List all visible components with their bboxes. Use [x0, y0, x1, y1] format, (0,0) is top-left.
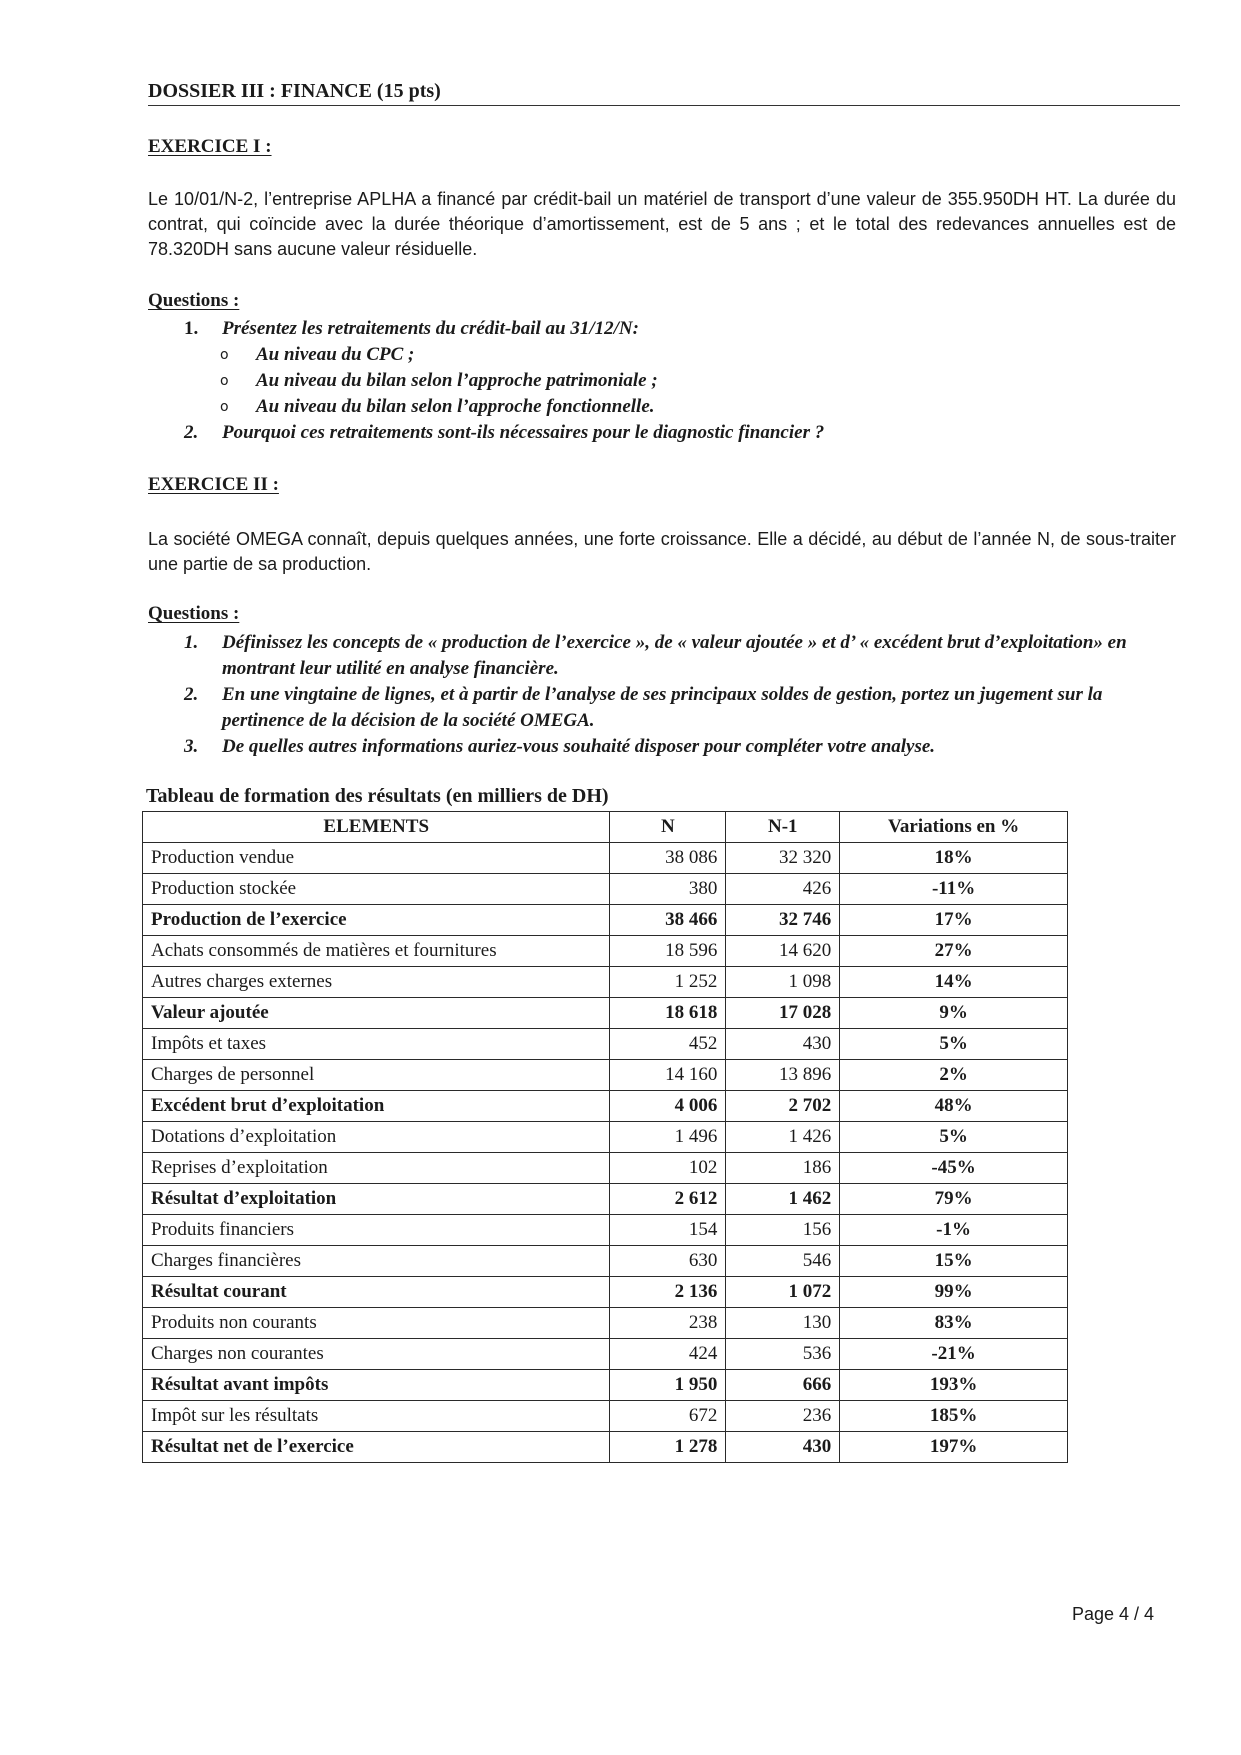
value-n-1: 1 426 [726, 1122, 840, 1153]
value-n: 424 [610, 1339, 726, 1370]
row-label: Achats consommés de matières et fournitures [143, 936, 610, 967]
table-row [143, 905, 1068, 936]
sub-question-text: Au niveau du bilan selon l’approche fonctionnelle. [256, 396, 655, 417]
value-variation: 9% [840, 998, 1068, 1029]
value-n: 672 [610, 1401, 726, 1432]
table-body [143, 843, 1068, 1463]
dossier-title: DOSSIER III : FINANCE (15 pts) [148, 80, 1180, 106]
question-number: 2. [184, 422, 199, 443]
exercise-1-question-list [148, 316, 1188, 446]
exercise-1-sub-question [148, 342, 1188, 368]
table-row [143, 1153, 1068, 1184]
value-n: 14 160 [610, 1060, 726, 1091]
value-variation: 185% [840, 1401, 1068, 1432]
value-n-1: 13 896 [726, 1060, 840, 1091]
row-label: Produits non courants [143, 1308, 610, 1339]
value-n: 102 [610, 1153, 726, 1184]
value-n-1: 186 [726, 1153, 840, 1184]
value-variation: -1% [840, 1215, 1068, 1246]
row-label: Résultat avant impôts [143, 1370, 610, 1401]
question-text: Présentez les retraitements du crédit-bail au 31/12/N: [222, 318, 639, 339]
table-row [143, 1122, 1068, 1153]
value-n: 4 006 [610, 1091, 726, 1122]
value-n: 18 596 [610, 936, 726, 967]
value-variation: 5% [840, 1029, 1068, 1060]
exercise-1-sub-question [148, 368, 1188, 394]
value-variation: 197% [840, 1432, 1068, 1463]
row-label: Impôts et taxes [143, 1029, 610, 1060]
table-row [143, 1401, 1068, 1432]
value-variation: 99% [840, 1277, 1068, 1308]
value-n: 630 [610, 1246, 726, 1277]
page-number: Page 4 / 4 [1072, 1604, 1155, 1624]
value-variation: 5% [840, 1122, 1068, 1153]
exercise-1-title: EXERCICE I : [148, 136, 272, 157]
value-n: 18 618 [610, 998, 726, 1029]
table-row [143, 1184, 1068, 1215]
value-n: 1 496 [610, 1122, 726, 1153]
table-row [143, 1091, 1068, 1122]
row-label: Résultat net de l’exercice [143, 1432, 610, 1463]
value-variation: 48% [840, 1091, 1068, 1122]
value-n: 380 [610, 874, 726, 905]
value-n-1: 1 098 [726, 967, 840, 998]
table-row [143, 1060, 1068, 1091]
value-n-1: 236 [726, 1401, 840, 1432]
value-variation: 17% [840, 905, 1068, 936]
row-label: Autres charges externes [143, 967, 610, 998]
value-n: 452 [610, 1029, 726, 1060]
circle-bullet-icon: o [220, 347, 229, 363]
row-label: Produits financiers [143, 1215, 610, 1246]
value-variation: -45% [840, 1153, 1068, 1184]
value-n-1: 14 620 [726, 936, 840, 967]
question-number: 1. [184, 632, 199, 653]
value-n-1: 17 028 [726, 998, 840, 1029]
exercise-2-question-list [148, 630, 1188, 760]
table-row [143, 936, 1068, 967]
exercise-1-text: Le 10/01/N-2, l’entreprise APLHA a financé par crédit-bail un matériel de transport d’une valeur de 355.950DH HT. La durée du contrat, qui coïncide avec la durée théorique d’amortissement, est de 5 ans ; et le total des redevances annuelles est de 78.320DH sans aucune valeur résiduelle. [148, 189, 1176, 259]
row-label: Charges non courantes [143, 1339, 610, 1370]
column-header-variations: Variations en % [840, 812, 1068, 843]
table-row [143, 1029, 1068, 1060]
question-number: 1. [184, 318, 199, 339]
exercise-2-title: EXERCICE II : [148, 474, 279, 495]
value-n: 154 [610, 1215, 726, 1246]
row-label: Dotations d’exploitation [143, 1122, 610, 1153]
table-row [143, 967, 1068, 998]
row-label: Charges de personnel [143, 1060, 610, 1091]
table-row [143, 1246, 1068, 1277]
value-variation: 193% [840, 1370, 1068, 1401]
exercise-1-questions-title: Questions : [148, 290, 240, 311]
value-n-1: 1 462 [726, 1184, 840, 1215]
table-row [143, 1339, 1068, 1370]
table-row [143, 1432, 1068, 1463]
value-variation: 79% [840, 1184, 1068, 1215]
table-row [143, 874, 1068, 905]
table-row [143, 1277, 1068, 1308]
value-n: 1 278 [610, 1432, 726, 1463]
exercise-2-question-3 [148, 734, 1188, 760]
value-n: 38 086 [610, 843, 726, 874]
column-header-n: N [610, 812, 726, 843]
row-label: Excédent brut d’exploitation [143, 1091, 610, 1122]
value-n-1: 156 [726, 1215, 840, 1246]
value-n-1: 32 320 [726, 843, 840, 874]
table-row [143, 1308, 1068, 1339]
table-row [143, 1215, 1068, 1246]
row-label: Résultat courant [143, 1277, 610, 1308]
circle-bullet-icon: o [220, 373, 229, 389]
value-n-1: 32 746 [726, 905, 840, 936]
row-label: Reprises d’exploitation [143, 1153, 610, 1184]
results-table [142, 811, 1068, 1463]
table-title: Tableau de formation des résultats (en milliers de DH) [146, 785, 609, 807]
exercise-2-question-1 [148, 630, 1188, 682]
value-n: 2 136 [610, 1277, 726, 1308]
question-number: 3. [184, 736, 199, 757]
exercise-2-questions-title: Questions : [148, 603, 240, 624]
row-label: Production de l’exercice [143, 905, 610, 936]
row-label: Charges financières [143, 1246, 610, 1277]
row-label: Production stockée [143, 874, 610, 905]
exercise-1-sub-question [148, 394, 1188, 420]
question-text: De quelles autres informations auriez-vous souhaité disposer pour compléter votre analyse. [222, 736, 936, 757]
table-row [143, 998, 1068, 1029]
value-n: 2 612 [610, 1184, 726, 1215]
value-variation: 18% [840, 843, 1068, 874]
value-n-1: 426 [726, 874, 840, 905]
exercise-2-question-2 [148, 682, 1188, 734]
exercise-1-question-1 [148, 316, 1188, 342]
value-variation: -21% [840, 1339, 1068, 1370]
value-n-1: 536 [726, 1339, 840, 1370]
value-variation: 14% [840, 967, 1068, 998]
value-n-1: 430 [726, 1432, 840, 1463]
value-n-1: 1 072 [726, 1277, 840, 1308]
value-n-1: 430 [726, 1029, 840, 1060]
value-n: 1 950 [610, 1370, 726, 1401]
table-row [143, 843, 1068, 874]
exercise-2-text: La société OMEGA connaît, depuis quelques années, une forte croissance. Elle a décidé, au début de l’année N, de sous-traiter une partie de sa production. [148, 529, 1176, 574]
exercise-1-question-2 [148, 420, 1188, 446]
question-text: En une vingtaine de lignes, et à partir de l’analyse de ses principaux soldes de gestion, portez un jugement sur la pertinence de la décision de la société OMEGA. [222, 684, 1103, 731]
value-n: 1 252 [610, 967, 726, 998]
value-n-1: 130 [726, 1308, 840, 1339]
sub-question-text: Au niveau du bilan selon l’approche patrimoniale ; [256, 370, 658, 391]
value-variation: 2% [840, 1060, 1068, 1091]
column-header-elements: ELEMENTS [143, 812, 610, 843]
value-n: 238 [610, 1308, 726, 1339]
row-label: Valeur ajoutée [143, 998, 610, 1029]
column-header-n-1: N-1 [726, 812, 840, 843]
row-label: Production vendue [143, 843, 610, 874]
question-text: Pourquoi ces retraitements sont-ils nécessaires pour le diagnostic financier ? [222, 422, 825, 443]
row-label: Résultat d’exploitation [143, 1184, 610, 1215]
sub-question-text: Au niveau du CPC ; [256, 344, 415, 365]
value-variation: 83% [840, 1308, 1068, 1339]
question-text: Définissez les concepts de « production de l’exercice », de « valeur ajoutée » et d’ « excédent brut d’exploitation» en montrant leur utilité en analyse financière. [222, 632, 1127, 679]
table-row [143, 1370, 1068, 1401]
value-variation: 15% [840, 1246, 1068, 1277]
value-n-1: 546 [726, 1246, 840, 1277]
value-variation: 27% [840, 936, 1068, 967]
value-n-1: 666 [726, 1370, 840, 1401]
question-number: 2. [184, 684, 199, 705]
value-variation: -11% [840, 874, 1068, 905]
circle-bullet-icon: o [220, 399, 229, 415]
value-n: 38 466 [610, 905, 726, 936]
row-label: Impôt sur les résultats [143, 1401, 610, 1432]
value-n-1: 2 702 [726, 1091, 840, 1122]
table-header-row [143, 812, 1068, 843]
